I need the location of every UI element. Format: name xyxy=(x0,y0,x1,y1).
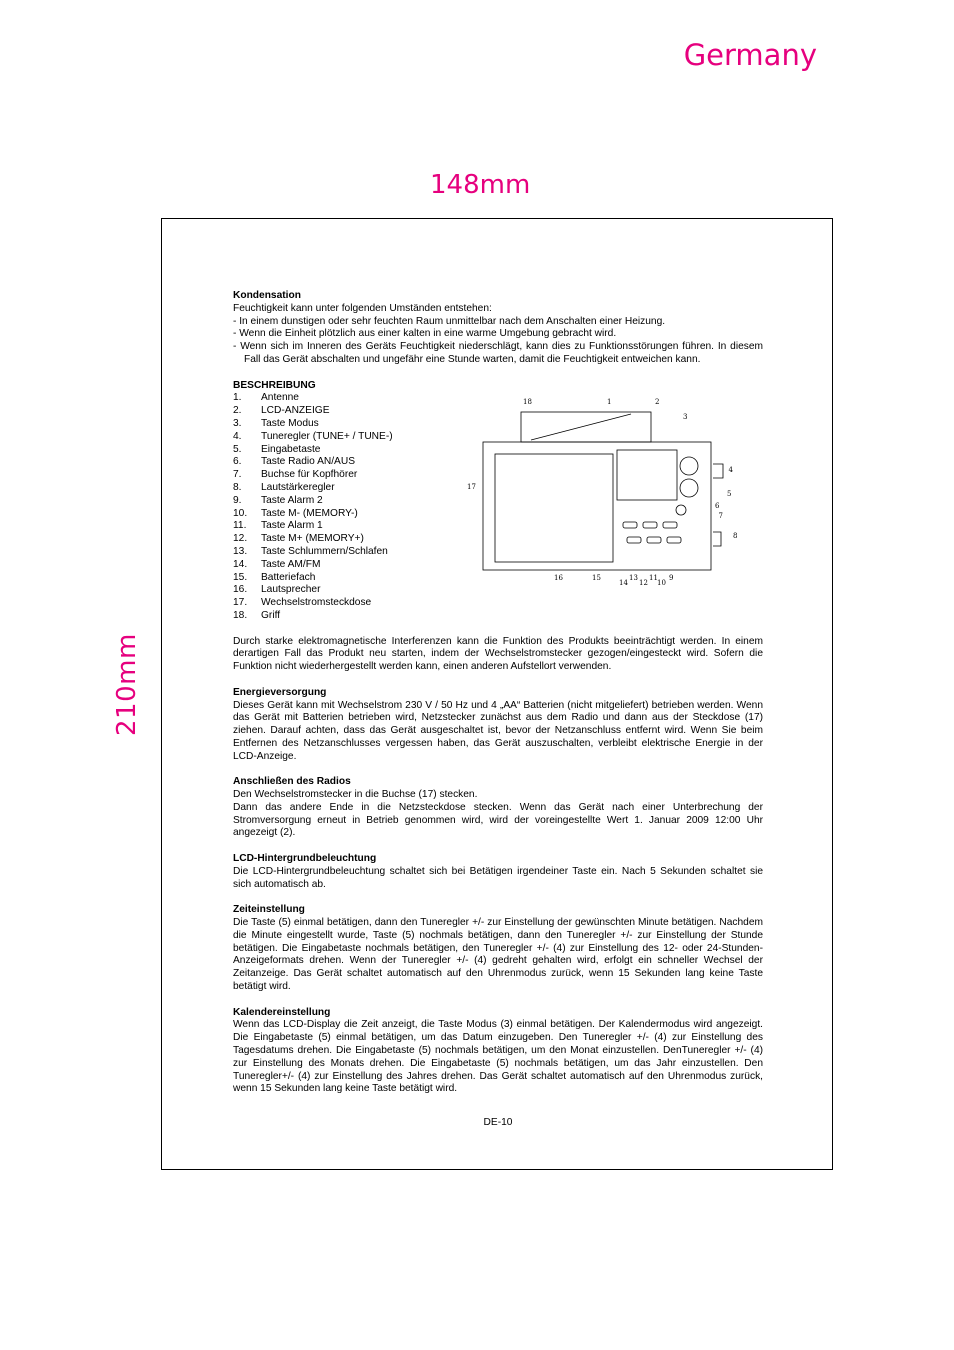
energie-title: Energieversorgung xyxy=(233,686,327,698)
item-label: Taste Alarm 1 xyxy=(261,520,323,532)
item-number: 14. xyxy=(233,558,248,570)
parts-list-item xyxy=(233,456,463,469)
item-number: 6. xyxy=(233,456,242,468)
parts-list-item xyxy=(233,392,463,405)
page-number: DE-10 xyxy=(483,1117,513,1128)
kondensation-title: Kondensation xyxy=(233,290,301,301)
item-label: Taste Schlummern/Schlafen xyxy=(261,545,388,557)
diagram-callout-1: 1 xyxy=(607,398,612,406)
kondensation-bullet: - Wenn die Einheit plötzlich aus einer kalten in eine warme Umgebung gebracht wird. xyxy=(233,328,617,340)
lcd-text: Die LCD-Hintergrundbeleuchtung schaltet sich bei Betätigen irgendeiner Taste ein. Nach 5 Sekunden schaltet sie sich automatisch ab. xyxy=(233,865,763,890)
parts-list-item xyxy=(233,469,463,482)
parts-list xyxy=(233,392,463,622)
manual-page xyxy=(233,290,763,1128)
parts-list-item xyxy=(233,533,463,546)
item-number: 10. xyxy=(233,507,248,519)
parts-list-item xyxy=(233,520,463,533)
item-label: Taste M+ (MEMORY+) xyxy=(261,533,364,545)
diagram-callout-7: 7 xyxy=(718,512,723,520)
item-number: 17. xyxy=(233,597,248,609)
item-label: Tuneregler (TUNE+ / TUNE-) xyxy=(261,430,393,442)
diagram-callout-3: 3 xyxy=(683,413,688,421)
item-number: 13. xyxy=(233,545,248,557)
parts-list-item xyxy=(233,495,463,508)
parts-list-item xyxy=(233,597,463,610)
parts-list-item xyxy=(233,431,463,444)
item-number: 5. xyxy=(233,443,242,455)
item-number: 4. xyxy=(233,430,242,442)
item-number: 9. xyxy=(233,494,242,506)
item-label: Antenne xyxy=(261,392,299,404)
anschliessen-line: Den Wechselstromstecker in die Buchse (17) stecken. xyxy=(233,789,478,801)
diagram-callout-14: 14 xyxy=(619,579,628,587)
item-label: LCD-ANZEIGE xyxy=(261,405,330,417)
item-number: 15. xyxy=(233,571,248,583)
item-number: 11. xyxy=(233,520,247,532)
item-label: Batteriefach xyxy=(261,571,316,583)
kalender-text: Wenn das LCD-Display die Zeit anzeigt, die Taste Modus (3) einmal betätigen. Der Kalendermodus wird angezeigt. Die Eingabetaste (5) einmal betätigen, um das Datum einzugeben. Den Tuneregler +/- (4) zur Einstellung des Tagesdatums drehen. Die Eingabetaste (5) nochmals betätigen, um den Monat einzustellen. DenTuneregler +/- (4) zur Einstellung des Monats drehen. Die Eingabetaste (5) nochmals betätigen, um das Jahr einzustellen. Den Tuneregler+/- (4) zur Einstellung des Jahres drehen. Das Gerät schaltet automatisch auf den Uhrenmodus zurück, wenn 15 Sekunden lang keine Taste betätigt wird. xyxy=(233,1019,763,1095)
energie-text: Dieses Gerät kann mit Wechselstrom 230 V / 50 Hz und 4 „AA“ Batterien (nicht mitgeliefert) betrieben werden. Wenn das Gerät mit Batterien betrieben wird, Netzstecker zunächst aus dem Radio und dann aus der Steckdose (17) ziehen. Darauf achten, dass das Gerät ausgeschaltet ist, bevor der Netzanschluss entfernt wird. Wenn Sie beim Entfernen des Netzanschlusses vergessen haben, das Gerät auszuschalten, verbleibt elektrische Energie in der LCD-Anzeige. xyxy=(233,699,763,762)
height-dimension-label: 210mm xyxy=(112,633,142,736)
item-label: Taste M- (MEMORY-) xyxy=(261,507,358,519)
beschreibung-title: BESCHREIBUNG xyxy=(233,379,316,391)
item-number: 1. xyxy=(233,392,242,404)
country-label: Germany xyxy=(683,38,817,72)
item-label: Taste Radio AN/AUS xyxy=(261,456,355,468)
anschliessen-text: Dann das andere Ende in die Netzsteckdose stecken. Wenn das Gerät nach einer Unterbrechung der Stromversorgung erneut in Betrieb genommen wird, wird der voreingestellte Wert 1. Januar 2009 12:00 Uhr angezeigt (2). xyxy=(233,801,763,839)
radio-diagram xyxy=(463,392,738,592)
item-number: 18. xyxy=(233,609,248,621)
kondensation-bullet: - Wenn sich im Inneren des Geräts Feuchtigkeit niederschlägt, kann dies zu Funktionsstörungen führen. In diesem Fall das Gerät abschalten und ungefähr eine Stunde warten, damit die Feuchtigkeit entweichen kann. xyxy=(233,341,763,365)
parts-list-item xyxy=(233,444,463,457)
parts-list-item xyxy=(233,508,463,521)
item-label: Wechselstromsteckdose xyxy=(261,597,372,609)
parts-list-item xyxy=(233,482,463,495)
diagram-callout-2: 2 xyxy=(655,398,660,406)
kondensation-bullet: - In einem dunstigen oder sehr feuchten Raum unmittelbar nach dem Anschalten einer Heizung. xyxy=(233,315,666,327)
item-number: 2. xyxy=(233,405,242,417)
item-label: Griff xyxy=(261,609,281,621)
parts-list-item xyxy=(233,572,463,585)
width-dimension-label: 148mm xyxy=(430,170,531,200)
diagram-callout-6: 6 xyxy=(715,502,720,510)
item-number: 7. xyxy=(233,469,242,481)
anschliessen-title: Anschließen des Radios xyxy=(233,776,351,788)
parts-list-item xyxy=(233,559,463,572)
diagram-callout-12: 12 xyxy=(639,579,648,587)
diagram-callout-13: 13 xyxy=(629,574,638,582)
diagram-callout-11: 11 xyxy=(649,574,658,582)
zeit-title: Zeiteinstellung xyxy=(233,904,305,916)
item-number: 3. xyxy=(233,417,242,429)
diagram-callout-5: 5 xyxy=(727,490,732,498)
item-number: 16. xyxy=(233,584,248,596)
diagram-callout-16: 16 xyxy=(554,574,563,582)
diagram-callout-8: 8 xyxy=(733,532,738,540)
lcd-title: LCD-Hintergrundbeleuchtung xyxy=(233,853,377,865)
parts-list-item xyxy=(233,546,463,559)
item-label: Taste Modus xyxy=(261,417,319,429)
diagram-callout-9: 9 xyxy=(669,574,674,582)
diagram-callout-18: 18 xyxy=(523,398,532,406)
diagram-callout-4: 4 xyxy=(728,466,733,474)
diagram-callout-17: 17 xyxy=(467,483,476,491)
parts-list-item xyxy=(233,405,463,418)
item-number: 8. xyxy=(233,481,242,493)
parts-list-item xyxy=(233,584,463,597)
item-label: Lautstärkeregler xyxy=(261,481,335,493)
kalender-title: Kalendereinstellung xyxy=(233,1006,331,1018)
item-label: Taste AM/FM xyxy=(261,558,321,570)
item-label: Lautsprecher xyxy=(261,584,321,596)
interferenz-text: Durch starke elektromagnetische Interferenzen kann die Funktion des Produkts beeinträchtigt werden. In einem derartigen Fall das Produkt neu starten, indem der Wechselstromstecker gezogen/eingesteckt wird. Sofern die Funktion nicht wiederhergestellt werden kann, einen anderen Aufstellort verwenden. xyxy=(233,635,763,673)
item-label: Taste Alarm 2 xyxy=(261,494,323,506)
kondensation-intro: Feuchtigkeit kann unter folgenden Umständen entstehen: xyxy=(233,302,492,314)
zeit-text: Die Taste (5) einmal betätigen, dann den Tuneregler +/- zur Einstellung der gewünschten Minute betätigen. Nachdem die Minute eingestellt wurde, Taste (5) nochmals betätigen, dann den Tuneregler +/- zur Einstellung der Stunde betätigen. Die Eingabetaste nochmals betätigen, den Tuneregler +/- (4) zur Einstellung des 12- oder 24-Stunden-Anzeigeformats drehen. Wenn der Tuneregler +/- (4) gedreht gehalten wird, erfolgt ein schneller Wechsel der Zeitanzeige. Das Gerät schaltet automatisch auf den Uhrenmodus zurück, wenn 15 Sekunden lang keine Taste betätigt wird. xyxy=(233,917,763,993)
item-number: 12. xyxy=(233,533,248,545)
parts-list-item xyxy=(233,610,463,623)
parts-list-item xyxy=(233,418,463,431)
diagram-callout-15: 15 xyxy=(592,574,601,582)
item-label: Eingabetaste xyxy=(261,443,321,455)
diagram-callout-10: 10 xyxy=(657,579,666,587)
item-label: Buchse für Kopfhörer xyxy=(261,469,358,481)
